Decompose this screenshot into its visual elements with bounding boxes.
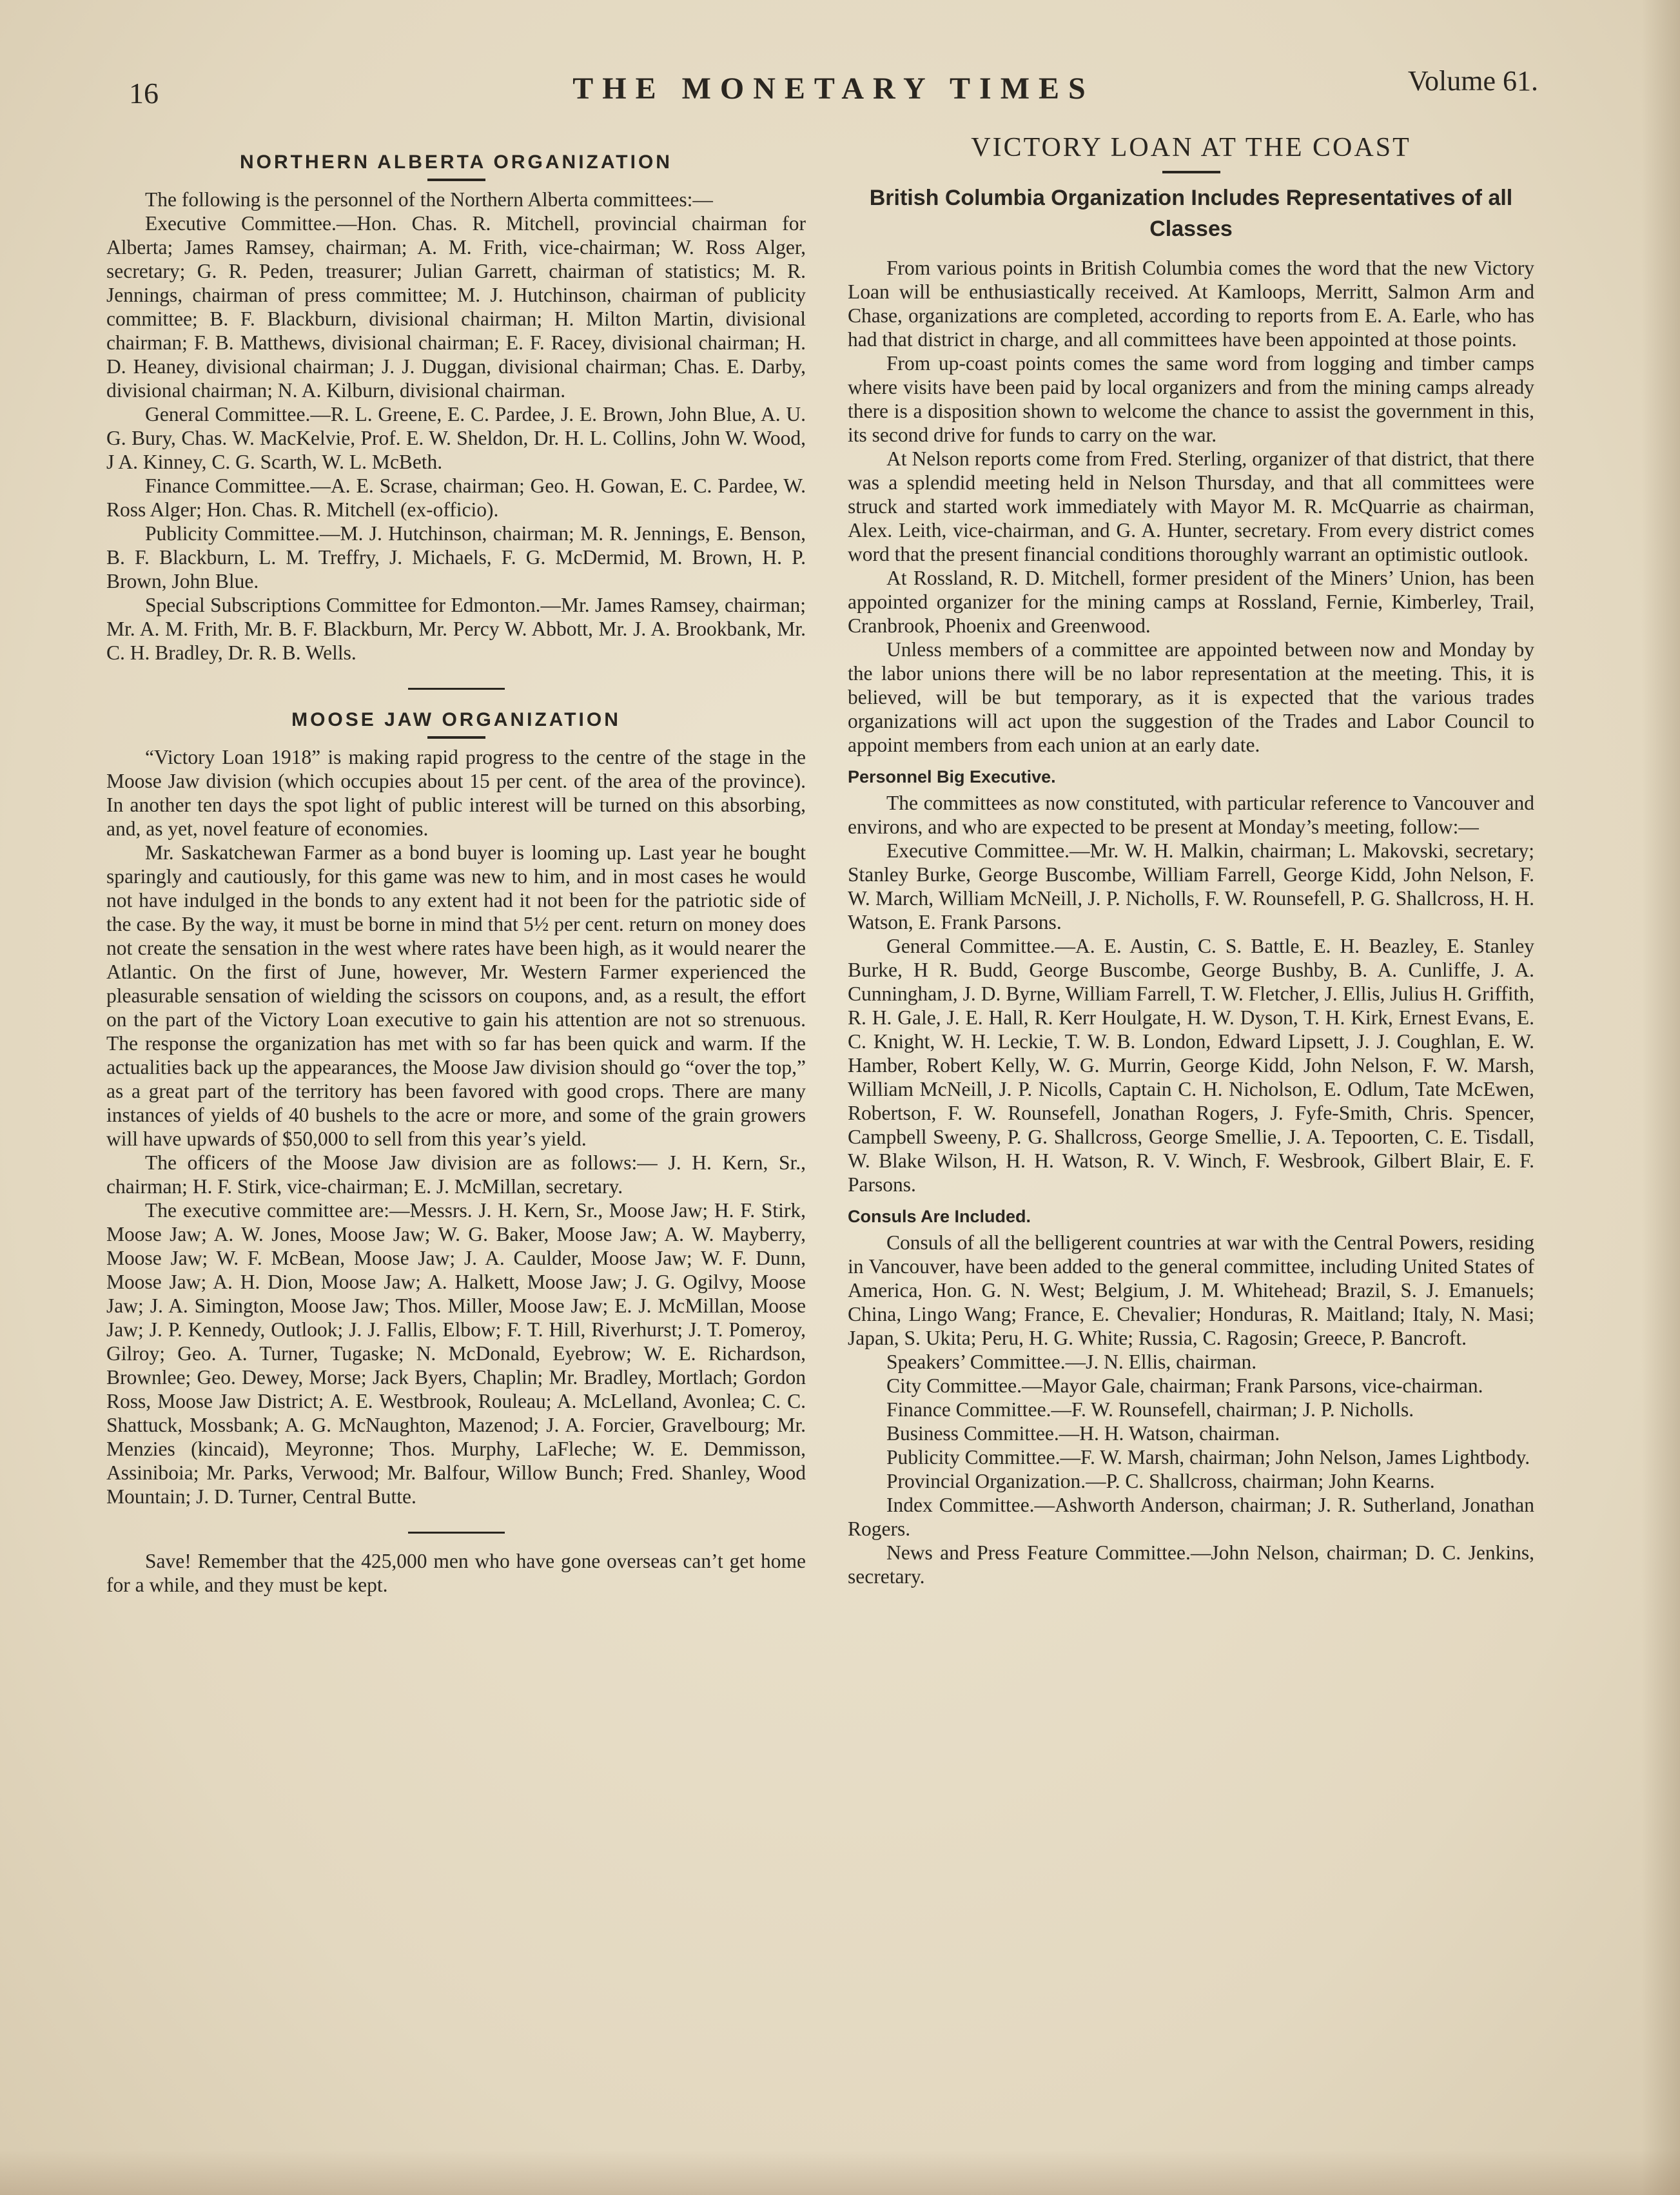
paragraph: The following is the personnel of the Northern Alberta committees:— — [145, 188, 713, 211]
title-rule — [427, 736, 485, 739]
right-column — [848, 132, 1534, 1588]
article-title: VICTORY LOAN AT THE COAST — [971, 133, 1411, 162]
paragraph: Consuls of all the belligerent countries at war with the Central Powers, residing in Vancouver, have been added to the general committee, including United States of America, Hon. G. N. West; Belgium, J. M. Whitehead; Brazil, S. J. Emanuels; China, Lingo Wang; France, E. Chevalier; Honduras, R. Maitland; Italy, N. Masi; Japan, S. Ukita; Peru, H. G. White; Russia, C. Ragosin; Greece, P. Bancroft. — [848, 1231, 1534, 1349]
left-column — [106, 132, 806, 1597]
paragraph: “Victory Loan 1918” is making rapid progress to the centre of the stage in the Moose Jaw division (which occupies about 15 per cent. of the area of the province). In another ten days the spot light of public interest will be turned on this absorbing, and, as yet, novel feature of economies. — [106, 746, 806, 840]
paragraph: At Nelson reports come from Fred. Sterling, organizer of that district, that there was a splendid meeting held in Nelson Thursday, and that all committees were struck and started work immediately with Mayor M. R. McQuarrie as chairman, Alex. Leith, vice-chairman, and G. A. Hunter, secretary. From every district comes word that the present financial conditions thoroughly warrant an optimistic outlook. — [848, 447, 1534, 565]
volume-label: Volume 61. — [1407, 65, 1538, 97]
section-separator — [408, 1532, 505, 1534]
page-edge-shadow — [1641, 0, 1680, 2195]
paragraph: Publicity Committee.—F. W. Marsh, chairman; John Nelson, James Lightbody. — [886, 1446, 1530, 1468]
paragraph: News and Press Feature Committee.—John Nelson, chairman; D. C. Jenkins, secretary. — [848, 1541, 1534, 1588]
title-rule — [1162, 171, 1220, 173]
paragraph: The officers of the Moose Jaw division are as follows:— J. H. Kern, Sr., chairman; H. F. Stirk, vice-chairman; E. J. McMillan, secretary. — [106, 1151, 806, 1198]
journal-title: THE MONETARY TIMES — [572, 72, 1095, 106]
section-separator — [408, 688, 505, 690]
paragraph: From various points in British Columbia comes the word that the new Victory Loan will be enthusiastically received. At Kamloops, Merritt, Salmon Arm and Chase, organizations are completed, according to reports from E. A. Earle, who has had that district in charge, and all committees have been appointed at those points. — [848, 257, 1534, 351]
title-rule — [427, 179, 485, 181]
paragraph: Publicity Committee.—M. J. Hutchinson, chairman; M. R. Jennings, E. Benson, B. F. Blackburn, L. M. Treffry, J. Michaels, F. G. McDermid, M. Brown, H. P. Brown, John Blue. — [106, 522, 806, 592]
paragraph: From up-coast points comes the same word from logging and timber camps where visits have been paid by local organizers and from the mining camps already there is a disposition shown to welcome the chance to assist the government in this, its second drive for funds to carry on the war. — [848, 352, 1534, 446]
moose-jaw-title: MOOSE JAW ORGANIZATION — [291, 709, 621, 730]
moose-jaw-article — [106, 709, 806, 1508]
paragraph: Executive Committee.—Hon. Chas. R. Mitchell, provincial chairman for Alberta; James Ramsey, chairman; A. M. Frith, vice-chairman; W. Ross Alger, secretary; G. R. Peden, treasurer; Julian Garrett, chairman of statistics; M. R. Jennings, chairman of press committee; M. J. Hutchinson, chairman of publicity committee; B. F. Blackburn, divisional chairman; H. Milton Martin, divisional chairman; F. B. Matthews, divisional chairman; E. F. Racey, divisional chairman; H. D. Heaney, divisional chairman; J. J. Duggan, divisional chairman; Chas. E. Darby, divisional chairman; N. A. Kilburn, divisional chairman. — [106, 212, 806, 402]
page-header — [129, 64, 1538, 122]
paragraph: Business Committee.—H. H. Watson, chairman. — [886, 1422, 1280, 1445]
paragraph: The committees as now constituted, with particular reference to Vancouver and environs, and who are expected to be present at Monday’s meeting, follow:— — [848, 792, 1534, 838]
paragraph: Speakers’ Committee.—J. N. Ellis, chairman. — [886, 1351, 1257, 1373]
paragraph: Mr. Saskatchewan Farmer as a bond buyer is looming up. Last year he bought sparingly and cautiously, for this game was new to him, and in most cases he would not have indulged in the bonds to any extent had it not been for the patriotic side of the case. By the way, it must be borne in mind that 5½ per cent. return on money does not create the sensation in the west where rates have been high, as it would nearer the Atlantic. On the first of June, however, Mr. Western Farmer experienced the pleasurable sensation of wielding the scissors on coupons, and, as a result, the effort on the part of the Victory Loan executive to gain his attention are not so strenuous. The response the organization has met with so far has been quick and warm. If the actualities back up the appearances, the Moose Jaw division should go “over the top,” as a great part of the territory has been favored with good crops. There are many instances of yields of 40 bushels to the acre or more, and some of the grain growers will have upwards of $50,000 to sell from this year’s yield. — [106, 841, 806, 1150]
page-number: 16 — [129, 77, 159, 110]
paragraph: Finance Committee.—F. W. Rounsefell, chairman; J. P. Nicholls. — [886, 1398, 1414, 1421]
paragraph: At Rossland, R. D. Mitchell, former president of the Miners’ Union, has been appointed organizer for the mining camps at Rossland, Fernie, Kimberley, Trail, Cranbrook, Phoenix and Greenwood. — [848, 567, 1534, 637]
paragraph: Executive Committee.—Mr. W. H. Malkin, chairman; L. Makovski, secretary; Stanley Burke, George Buscombe, William Farrell, George Kidd, John Nelson, F. W. March, William McNeill, J. P. Nicholls, F. W. Rounsefell, P. G. Shallcross, H. H. Watson, E. Frank Parsons. — [848, 839, 1534, 933]
victory-loan-coast-article — [848, 132, 1534, 1588]
article-subtitle: British Columbia Organization Includes Representatives of all Classes — [869, 186, 1513, 241]
northern-alberta-title: NORTHERN ALBERTA ORGANIZATION — [240, 151, 672, 173]
consuls-heading: Consuls Are Included. — [848, 1207, 1031, 1226]
paragraph: Provincial Organization.—P. C. Shallcross, chairman; John Kearns. — [886, 1470, 1435, 1492]
paragraph: Finance Committee.—A. E. Scrase, chairman; Geo. H. Gowan, E. C. Pardee, W. Ross Alger; Hon. Chas. R. Mitchell (ex-officio). — [106, 474, 806, 521]
paragraph: Unless members of a committee are appointed between now and Monday by the labor unions there will be no labor representation at the meeting. This, it is believed, will be but temporary, as it is expected that the various trades organizations will act upon the suggestion of the Trades and Labor Council to appoint members from each union at an early date. — [848, 638, 1534, 756]
paragraph: Special Subscriptions Committee for Edmonton.—Mr. James Ramsey, chairman; Mr. A. M. Frith, Mr. B. F. Blackburn, Mr. Percy W. Abbott, Mr. J. A. Brookbank, Mr. C. H. Bradley, Dr. R. B. Wells. — [106, 594, 806, 664]
closing-note: Save! Remember that the 425,000 men who have gone overseas can’t get home for a while, and they must be kept. — [106, 1550, 806, 1596]
paragraph: City Committee.—Mayor Gale, chairman; Frank Parsons, vice-chairman. — [886, 1374, 1483, 1397]
paragraph: The executive committee are:—Messrs. J. H. Kern, Sr., Moose Jaw; H. F. Stirk, Moose Jaw; A. W. Jones, Moose Jaw; W. G. Baker, Moose Jaw; A. W. Mayberry, Moose Jaw; W. F. McBean, Moose Jaw; J. A. Caulder, Moose Jaw; W. F. Dunn, Moose Jaw; A. H. Dion, Moose Jaw; A. Halkett, Moose Jaw; J. G. Ogilvy, Moose Jaw; J. A. Simington, Moose Jaw; Thos. Miller, Moose Jaw; E. J. McMillan, Moose Jaw; J. P. Kennedy, Outlook; J. J. Fallis, Elbow; F. T. Hill, Riverhurst; J. T. Pomeroy, Gilroy; Geo. A. Turner, Tugaske; N. McDonald, Eyebrow; W. E. Richardson, Brownlee; Geo. Dewey, Morse; Jack Byers, Chaplin; Mr. Bradley, Mortlach; Gordon Ross, Moose Jaw District; A. E. Westbrook, Rouleau; A. McLelland, Avonlea; C. C. Shattuck, Mossbank; A. G. McNaughton, Mazenod; J. A. Forcier, Gravelbourg; Mr. Menzies (kincaid), Meyronne; Thos. Murphy, LaFleche; W. E. Demmisson, Assiniboia; Mr. Parks, Verwood; Mr. Balfour, Willow Bunch; Fred. Shanley, Wood Mountain; J. D. Turner, Central Butte. — [106, 1199, 806, 1508]
paragraph: General Committee.—A. E. Austin, C. S. Battle, E. H. Beazley, E. Stanley Burke, H R. Budd, George Buscombe, George Bushby, B. A. Cunliffe, J. A. Cunningham, J. D. Byrne, William Farrell, T. W. Fletcher, J. Ellis, Julius H. Griffith, R. H. Gale, J. E. Hall, R. Kerr Houlgate, H. W. Dyson, T. H. Kirk, Ernest Evans, E. C. Knight, W. H. Leckie, T. W. B. London, Edward Lipsett, J. J. Coughlan, E. W. Hamber, Robert Kelly, W. G. Murrin, George Kidd, John Nelson, F. W. Marsh, William McNeill, J. P. Nicolls, Captain C. H. Nicholson, E. Odlum, Tate McEwen, Robertson, F. W. Rounsefell, Jonathan Rogers, J. Fyfe-Smith, Chris. Spencer, Campbell Sweeny, P. G. Shallcross, George Smellie, J. A. Tepoorten, C. E. Tisdall, W. Blake Wilson, H. H. Watson, R. V. Winch, F. Wesbrook, Gilbert Blair, E. F. Parsons. — [848, 935, 1534, 1196]
paragraph: Index Committee.—Ashworth Anderson, chairman; J. R. Sutherland, Jonathan Rogers. — [848, 1494, 1534, 1540]
page-bottom-edge — [0, 2150, 1680, 2195]
personnel-heading: Personnel Big Executive. — [848, 767, 1056, 786]
northern-alberta-article — [106, 151, 806, 665]
paragraph: General Committee.—R. L. Greene, E. C. Pardee, J. E. Brown, John Blue, A. U. G. Bury, Chas. W. MacKelvie, Prof. E. W. Sheldon, Dr. H. L. Collins, John W. Wood, J A. Kinney, C. G. Scarth, W. L. McBeth. — [106, 403, 806, 473]
